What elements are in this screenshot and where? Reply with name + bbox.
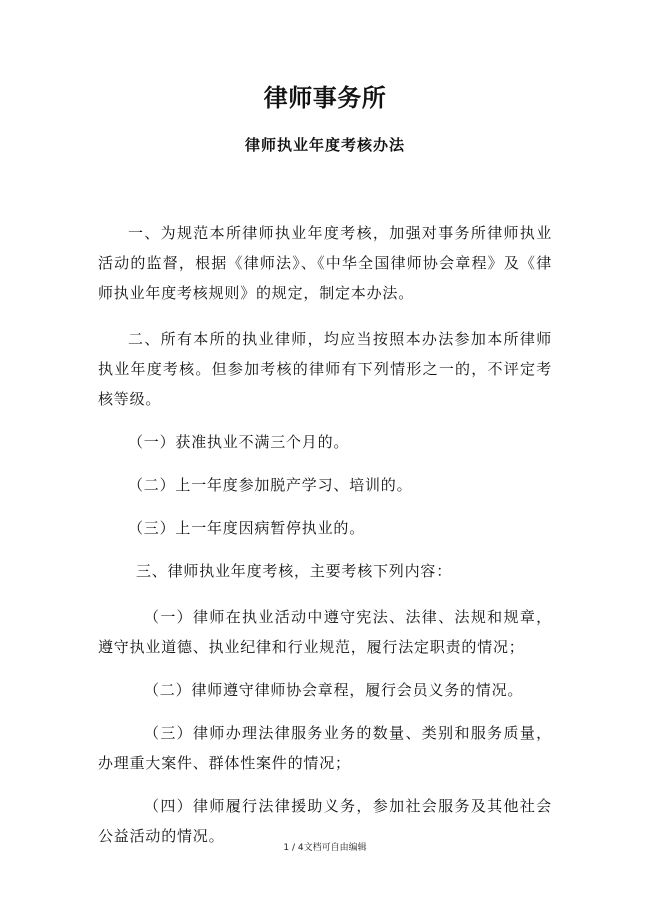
document-body [98, 218, 552, 851]
document-title: 律师事务所 [263, 84, 387, 112]
paragraph-2: 二、所有本所的执业律师，均应当按照本办法参加本所律师执业年度考核。但参加考核的律师有下列情形之一的，不评定考核等级。 [98, 330, 552, 408]
list-item-2-3: （三）上一年度因病暂停执业的。 [128, 519, 366, 537]
list-item-2-1: （一）获准执业不满三个月的。 [128, 433, 350, 451]
document-subtitle: 律师执业年度考核办法 [244, 136, 405, 154]
list-item-3-1: （一）律师在执业活动中遵守宪法、法律、法规和规章，遵守执业道德、执业纪律和行业规范，履行法定职责的情况； [98, 608, 552, 656]
list-item-2-2: （二）上一年度参加脱产学习、培训的。 [128, 476, 413, 494]
list-item-3-3: （三）律师办理法律服务业务的数量、类别和服务质量，办理重大案件、群体性案件的情况； [98, 724, 552, 772]
paragraph-1: 一、为规范本所律师执业年度考核，加强对事务所律师执业活动的监督，根据《律师法》、《中华全国律师协会章程》及《律师执业年度考核规则》的规定，制定本办法。 [98, 224, 552, 302]
page-footer: 1 / 4文档可自由编辑 [283, 843, 367, 853]
paragraph-3: 三、律师执业年度考核，主要考核下列内容： [136, 562, 453, 580]
list-item-3-2: （二）律师遵守律师协会章程，履行会员义务的情况。 [144, 681, 524, 699]
list-item-3-4: （四）律师履行法律援助义务，参加社会服务及其他社会公益活动的情况。 [98, 797, 552, 845]
